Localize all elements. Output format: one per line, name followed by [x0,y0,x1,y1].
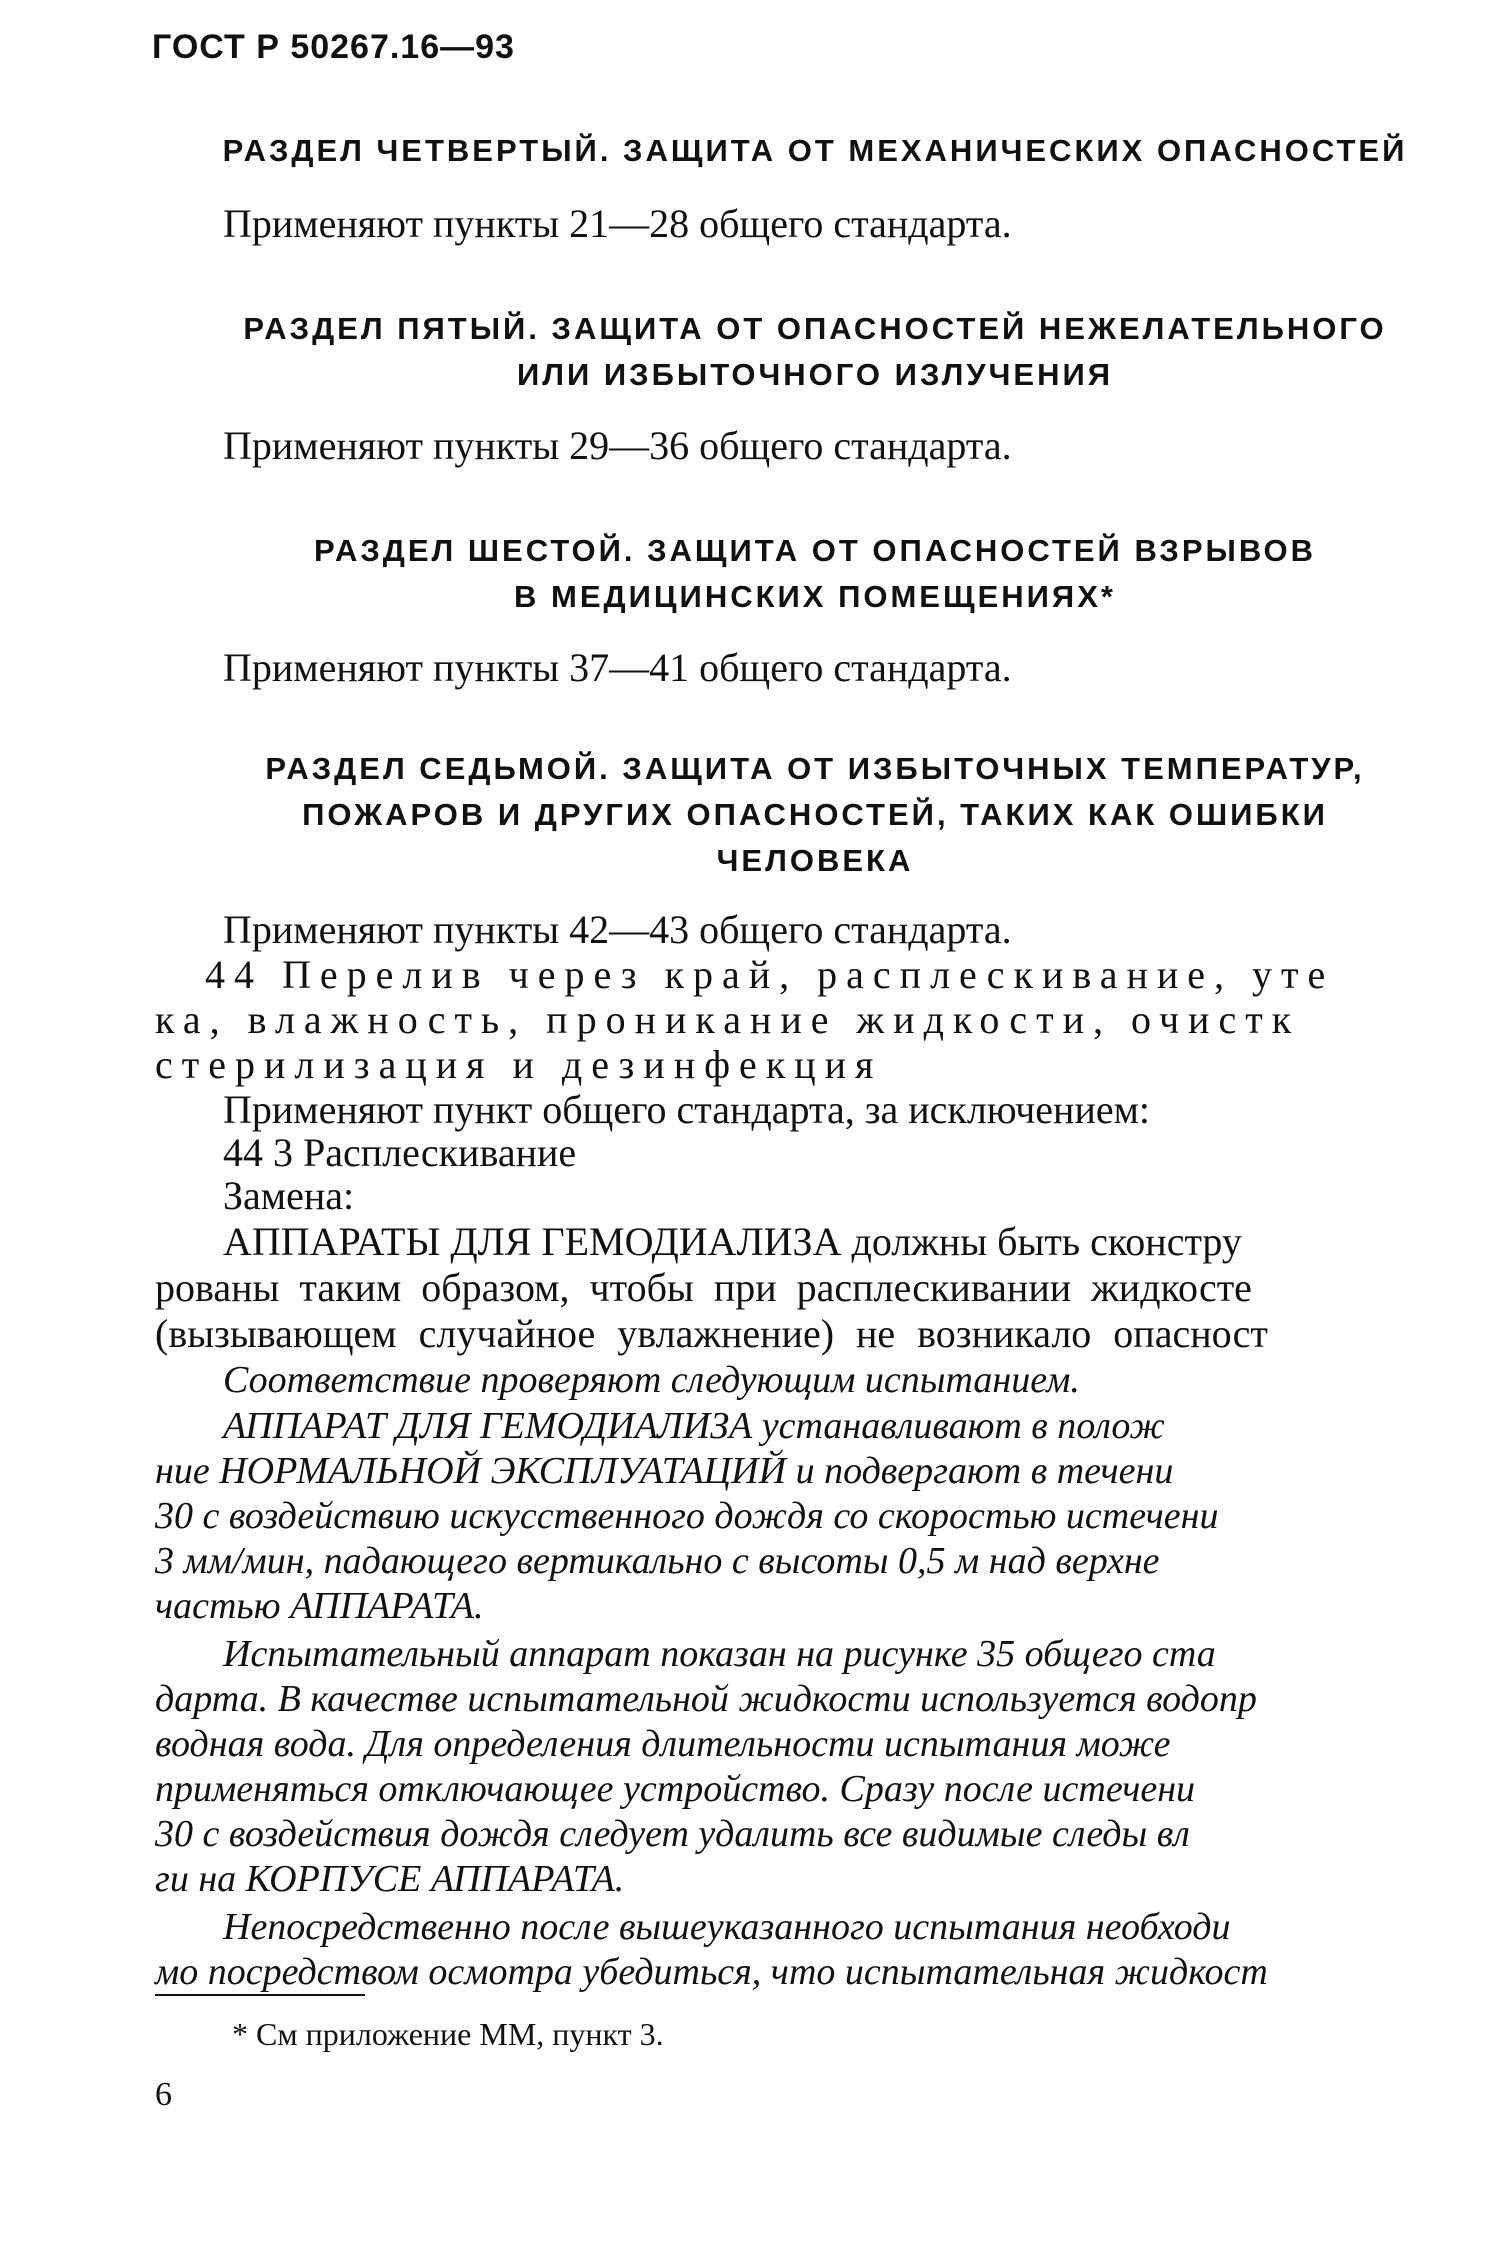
section-5-heading [150,306,1480,398]
compliance-line: АППАРАТ ДЛЯ ГЕМОДИАЛИЗА устанавливают в полож [223,1405,1165,1447]
section-5-text: Применяют пункты 29—36 общего стандарта. [223,423,1012,468]
compliance-line: Непосредственно после вышеуказанного испытания необходи [223,1906,1231,1948]
footnote-rule [155,1994,365,1996]
heading-line: ИЛИ ИЗБЫТОЧНОГО ИЗЛУЧЕНИЯ [516,357,1114,392]
compliance-line: 30 с воздействия дождя следует удалить все видимые следы вл [155,1813,1190,1855]
heading-line: РАЗДЕЛ ШЕСТОЙ. ЗАЩИТА ОТ ОПАСНОСТЕЙ ВЗРЫВОВ [314,533,1316,568]
clause-44-title-line: ка, влажность, проникание жидкости, очистк [155,997,1301,1042]
section-6-heading [150,528,1480,620]
compliance-line: частью АППАРАТА. [155,1585,484,1627]
replacement-label: Замена: [223,1173,355,1218]
compliance-line: 30 с воздействию искусственного дождя со скоростью истечени [155,1495,1219,1537]
replacement-body-line: рованы таким образом, чтобы при расплескивании жидкосте [155,1265,1252,1310]
heading-line: ЧЕЛОВЕКА [716,843,914,878]
compliance-line: Испытательный аппарат показан на рисунке 35 общего ста [223,1633,1216,1675]
compliance-line: водная вода. Для определения длительности испытания може [155,1723,1171,1765]
sub-clause-44-3: 44 3 Расплескивание [223,1130,577,1175]
heading-line: ПОЖАРОВ И ДРУГИХ ОПАСНОСТЕЙ, ТАКИХ КАК ОШИБКИ [302,797,1328,832]
heading-line: РАЗДЕЛ СЕДЬМОЙ. ЗАЩИТА ОТ ИЗБЫТОЧНЫХ ТЕМПЕРАТУР, [265,751,1365,786]
section-6-text: Применяют пункты 37—41 общего стандарта. [223,645,1012,690]
heading-line: РАЗДЕЛ ПЯТЫЙ. ЗАЩИТА ОТ ОПАСНОСТЕЙ НЕЖЕЛАТЕЛЬНОГО [243,311,1387,346]
compliance-line: ги на КОРПУСЕ АППАРАТА. [155,1858,625,1900]
clause-44-title-line: 44 Перелив через край, расплескивание, уте [205,952,1335,997]
compliance-line: мо посредством осмотра убедиться, что испытательная жидкост [155,1951,1268,1993]
page-number: 6 [155,2076,172,2113]
section-4-heading [150,128,1480,174]
compliance-line: 3 мм/мин, падающего вертикально с высоты 0,5 м над верхне [155,1540,1160,1582]
section-7-text: Применяют пункты 42—43 общего стандарта. [223,907,1012,952]
replacement-body-line: АППАРАТЫ ДЛЯ ГЕМОДИАЛИЗА должны быть сконстру [223,1219,1242,1264]
document-id: ГОСТ Р 50267.16—93 [152,28,515,66]
replacement-body-line: (вызывающем случайное увлажнение) не возникало опасност [155,1311,1268,1356]
clause-44-applies: Применяют пункт общего стандарта, за исключением: [223,1087,1151,1132]
section-4-text: Применяют пункты 21—28 общего стандарта. [223,201,1012,246]
heading-line: РАЗДЕЛ ЧЕТВЕРТЫЙ. ЗАЩИТА ОТ МЕХАНИЧЕСКИХ ОПАСНОСТЕЙ [222,133,1408,168]
compliance-line: Соответствие проверяют следующим испытанием. [223,1359,1080,1401]
heading-line: В МЕДИЦИНСКИХ ПОМЕЩЕНИЯХ* [514,579,1116,614]
section-7-heading [150,746,1480,884]
clause-44-title-line: стерилизация и дезинфекция [155,1042,883,1087]
compliance-line: применяться отключающее устройство. Сразу после истечени [155,1768,1196,1810]
footnote: * См приложение ММ, пункт 3. [232,2016,664,2052]
compliance-line: ние НОРМАЛЬНОЙ ЭКСПЛУАТАЦИЙ и подвергают в течени [155,1450,1174,1492]
compliance-line: дарта. В качестве испытательной жидкости используется водопр [155,1678,1257,1720]
